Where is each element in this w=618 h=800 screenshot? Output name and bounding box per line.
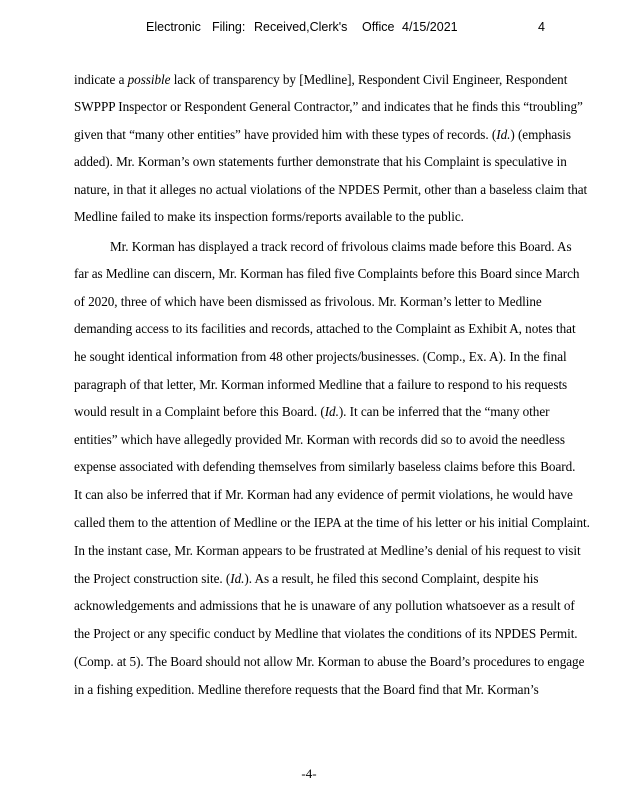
filing-header (0, 20, 618, 38)
text-line: would result in a Complaint before this Board. (Id.). It can be inferred that the “many other (74, 404, 550, 419)
text-line: demanding access to its facilities and records, attached to the Complaint as Exhibit A, notes that (74, 321, 576, 336)
text-line: SWPPP Inspector or Respondent General Contractor,” and indicates that he finds this “troubling” (74, 99, 583, 114)
header-received: Received,Clerk's (254, 20, 348, 34)
text-line: far as Medline can discern, Mr. Korman has filed five Complaints before this Board since March (74, 266, 580, 281)
text-line: Medline failed to make its inspection forms/reports available to the public. (74, 209, 464, 224)
text-line: It can also be inferred that if Mr. Korman had any evidence of permit violations, he would have (74, 487, 573, 502)
text-line: indicate a possible lack of transparency by [Medline], Respondent Civil Engineer, Respondent (74, 72, 568, 87)
text-line: he sought identical information from 48 other projects/businesses. (Comp., Ex. A). In the final (74, 349, 567, 364)
text-line: nature, in that it alleges no actual violations of the NPDES Permit, other than a baseless claim that (74, 182, 588, 197)
header-office: Office (362, 20, 395, 34)
text-line: the Project or any specific conduct by Medline that violates the conditions of its NPDES Permit. (74, 626, 578, 641)
text-line: the Project construction site. (Id.). As a result, he filed this second Complaint, despite his (74, 571, 539, 586)
text-line: In the instant case, Mr. Korman appears to be frustrated at Medline’s denial of his request to visit (74, 543, 581, 558)
text-line: added). Mr. Korman’s own statements further demonstrate that his Complaint is speculative in (74, 154, 567, 169)
text-line: in a fishing expedition. Medline therefore requests that the Board find that Mr. Korman’s (74, 682, 539, 697)
header-date: 4/15/2021 (402, 20, 458, 34)
text-line: paragraph of that letter, Mr. Korman informed Medline that a failure to respond to his requests (74, 377, 568, 392)
header-electronic: Electronic (146, 20, 201, 34)
page-number: -4- (301, 766, 317, 781)
text-line: called them to the attention of Medline or the IEPA at the time of his letter or his initial Complaint. (74, 515, 590, 530)
header-filing: Filing: (212, 20, 246, 34)
text-line: given that “many other entities” have provided him with these types of records. (Id.) (emphasis (74, 127, 571, 142)
text-line: expense associated with defending themselves from similarly baseless claims before this Board. (74, 459, 576, 474)
text-line: Mr. Korman has displayed a track record of frivolous claims made before this Board. As (110, 239, 572, 254)
text-line: (Comp. at 5). The Board should not allow Mr. Korman to abuse the Board’s procedures to engage (74, 654, 585, 669)
header-page: 4 (538, 20, 545, 34)
text-line: acknowledgements and admissions that he is unaware of any pollution whatsoever as a result of (74, 598, 575, 613)
text-line: of 2020, three of which have been dismissed as frivolous. Mr. Korman’s letter to Medline (74, 294, 542, 309)
text-line: entities” which have allegedly provided Mr. Korman with records did so to avoid the needless (74, 432, 565, 447)
